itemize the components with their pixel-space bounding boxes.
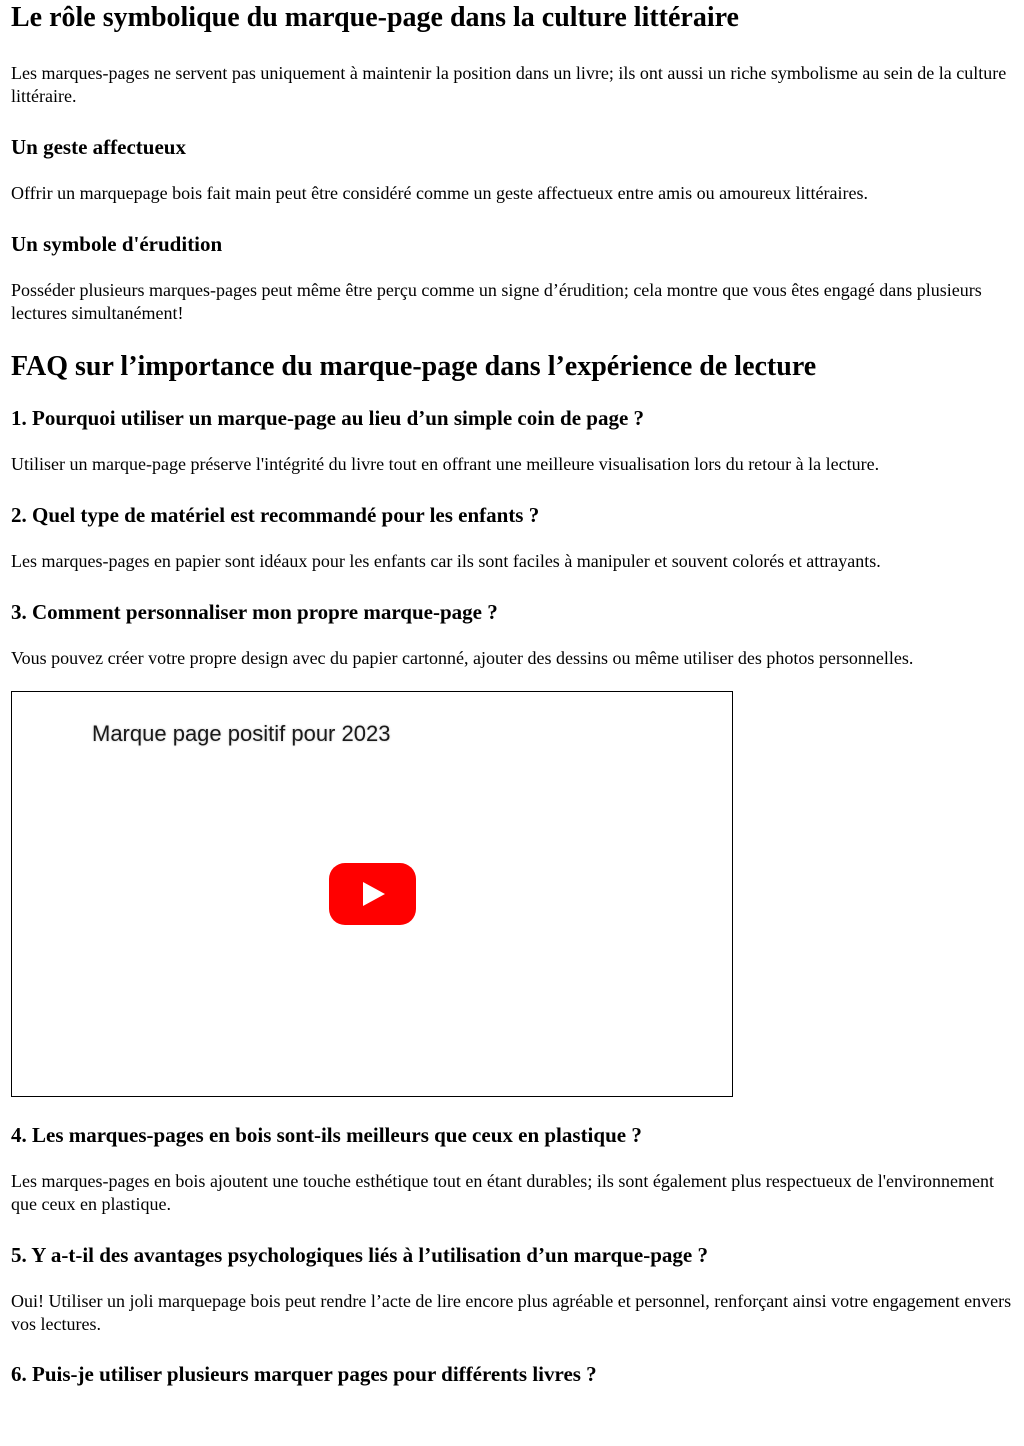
video-embed[interactable]: [11, 691, 733, 1097]
section-intro: Les marques-pages ne servent pas uniquement à maintenir la position dans un livre; ils ont aussi un riche symbolisme au sein de la culture littéraire.: [11, 63, 1007, 106]
subsection-title-erudition: Un symbole d'érudition: [11, 232, 223, 256]
subsection-text-erudition: Posséder plusieurs marques-pages peut même être perçu comme un signe d’érudition; cela montre que vous êtes engagé dans plusieurs lectures simultanément!: [11, 280, 982, 323]
faq-question: 2. Quel type de matériel est recommandé pour les enfants ?: [11, 503, 540, 527]
faq-question: 6. Puis-je utiliser plusieurs marquer pages pour différents livres ?: [11, 1362, 597, 1386]
faq-question: 5. Y a-t-il des avantages psychologiques liés à l’utilisation d’un marque-page ?: [11, 1243, 708, 1267]
faq-question: 4. Les marques-pages en bois sont-ils meilleurs que ceux en plastique ?: [11, 1123, 642, 1147]
faq-answer: Les marques-pages en papier sont idéaux pour les enfants car ils sont faciles à manipuler et souvent colorés et attrayants.: [11, 551, 881, 571]
faq-answer: Utiliser un marque-page préserve l'intégrité du livre tout en offrant une meilleure visualisation lors du retour à la lecture.: [11, 454, 880, 474]
faq-question: 1. Pourquoi utiliser un marque-page au lieu d’un simple coin de page ?: [11, 406, 645, 430]
faq-answer: Vous pouvez créer votre propre design avec du papier cartonné, ajouter des dessins ou même utiliser des photos personnelles.: [11, 648, 914, 668]
faq-question: 3. Comment personnaliser mon propre marque-page ?: [11, 600, 498, 624]
video-title[interactable]: Marque page positif pour 2023: [92, 721, 391, 746]
youtube-play-icon[interactable]: [329, 863, 416, 925]
section-title: Le rôle symbolique du marque-page dans la culture littéraire: [11, 2, 739, 33]
subsection-text-geste: Offrir un marquepage bois fait main peut être considéré comme un geste affectueux entre amis ou amoureux littéraires.: [11, 183, 869, 203]
subsection-title-geste: Un geste affectueux: [11, 135, 186, 159]
faq-answer: Les marques-pages en bois ajoutent une touche esthétique tout en étant durables; ils sont également plus respectueux de l'environnement que ceux en plastique.: [11, 1171, 994, 1214]
faq-answer: Oui! Utiliser un joli marquepage bois peut rendre l’acte de lire encore plus agréable et personnel, renforçant ainsi votre engagement envers vos lectures.: [11, 1291, 1012, 1334]
article: [0, 2, 1024, 1387]
faq-title: FAQ sur l’importance du marque-page dans l’expérience de lecture: [11, 351, 817, 382]
